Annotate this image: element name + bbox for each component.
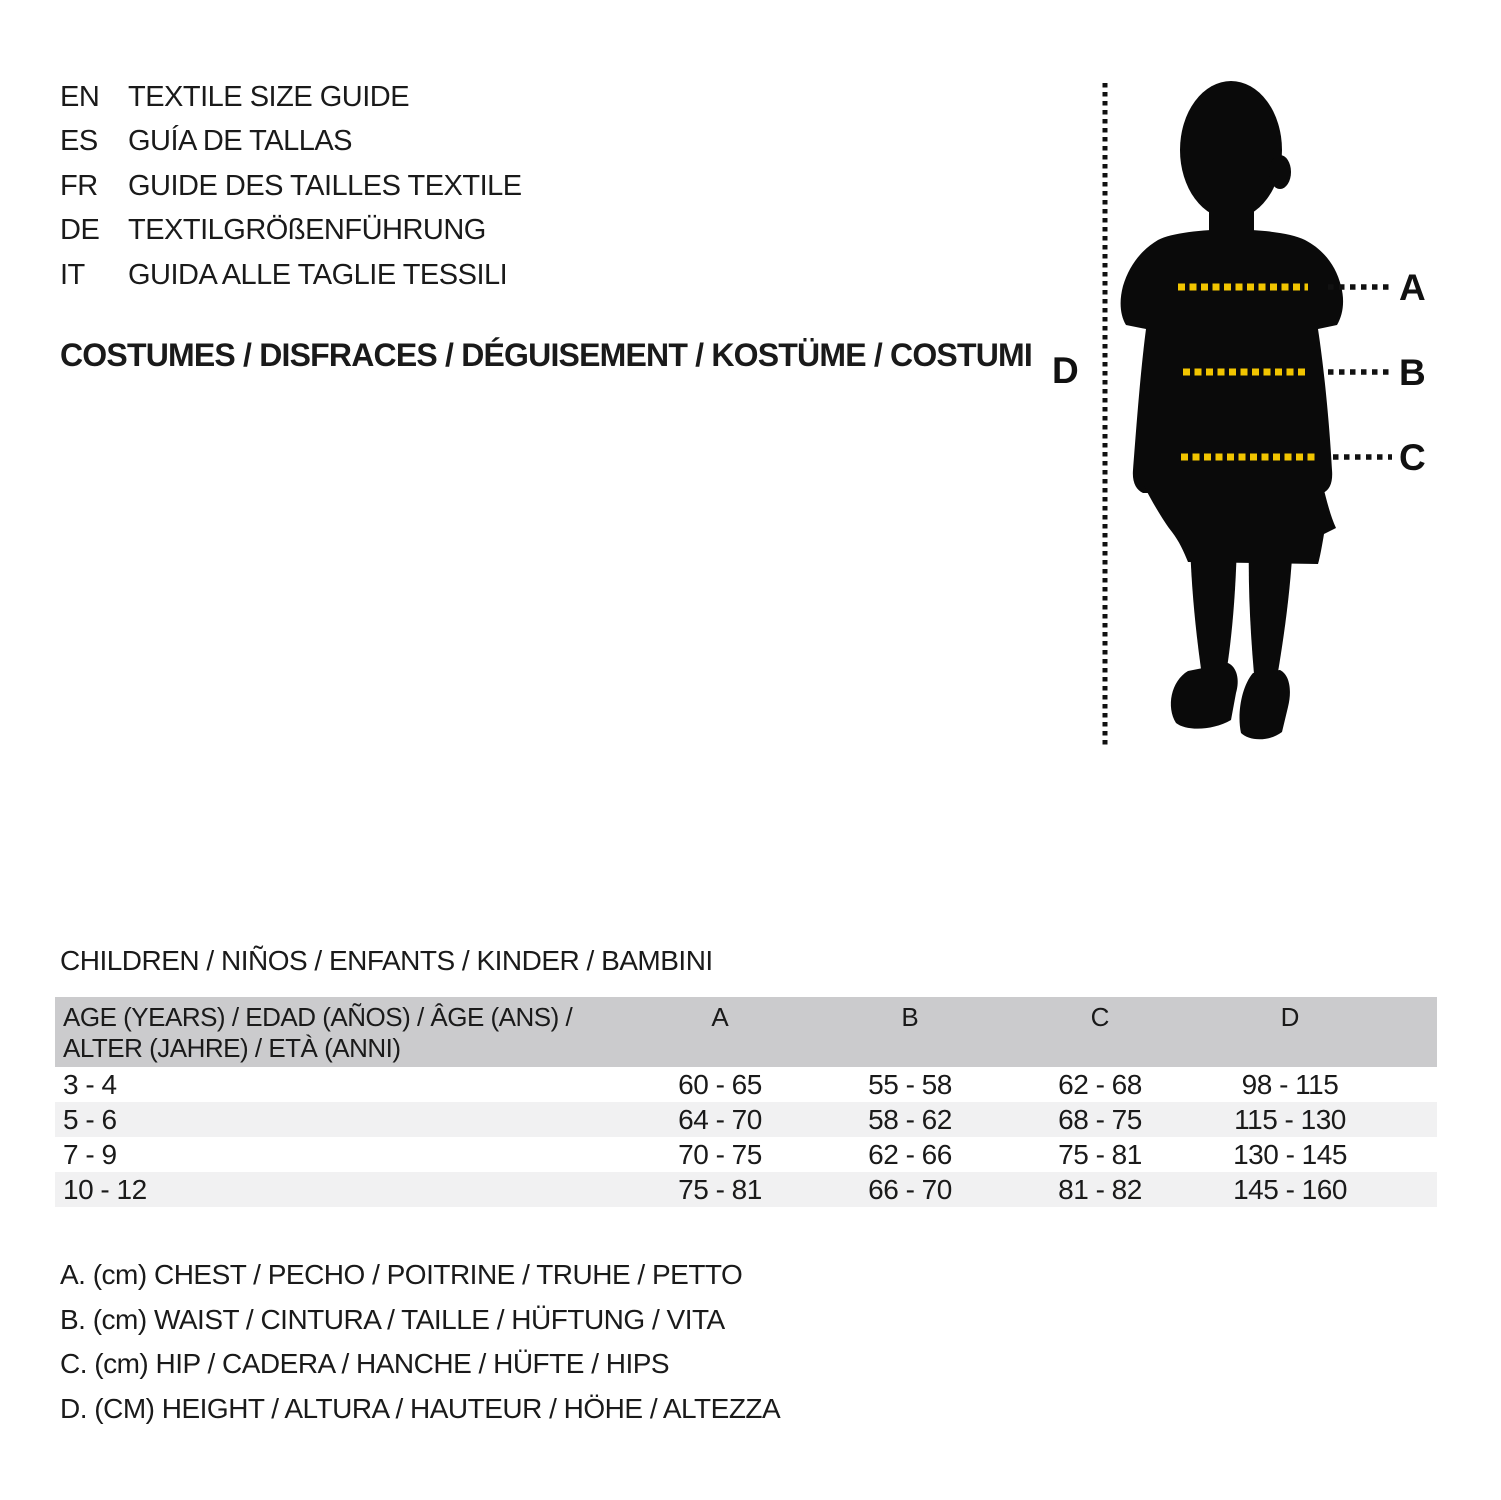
height-cell: 115 - 130 [1234, 1104, 1346, 1135]
chest-cell: 70 - 75 [678, 1139, 762, 1170]
table-row [55, 1137, 1437, 1172]
table-header-row [55, 997, 1437, 1067]
language-label: GUÍA DE TALLAS [128, 125, 353, 158]
column-header-d: D [1280, 1002, 1300, 1032]
language-label: GUIDE DES TAILLES TEXTILE [128, 169, 522, 202]
legend-waist: B. (cm) WAIST / CINTURA / TAILLE / HÜFTUNG / VITA [60, 1303, 725, 1335]
language-label: TEXTILE SIZE GUIDE [128, 81, 410, 113]
column-header-a: A [711, 1002, 729, 1032]
hip-cell: 68 - 75 [1058, 1104, 1142, 1135]
table-row [55, 1067, 1437, 1102]
language-row-es [60, 119, 522, 163]
height-cell: 98 - 115 [1241, 1069, 1339, 1100]
waist-cell: 58 - 62 [868, 1104, 952, 1135]
language-code: EN [60, 81, 100, 113]
column-header-c: C [1090, 1002, 1110, 1032]
label-b: B [1399, 352, 1426, 393]
chest-cell: 64 - 70 [678, 1104, 762, 1135]
legend-height: D. (CM) HEIGHT / ALTURA / HAUTEUR / HÖHE / ALTEZZA [60, 1392, 781, 1424]
age-header-line2: ALTER (JAHRE) / ETÀ (ANNI) [63, 1033, 401, 1063]
hip-cell: 75 - 81 [1058, 1139, 1142, 1170]
hip-cell: 62 - 68 [1058, 1069, 1142, 1100]
language-label: TEXTILGRÖßENFÜHRUNG [128, 214, 486, 247]
label-a: A [1399, 267, 1426, 308]
measurement-legend [60, 1253, 780, 1431]
height-cell: 145 - 160 [1233, 1174, 1347, 1205]
language-code: FR [60, 169, 98, 202]
age-header-line1: AGE (YEARS) / EDAD (AÑOS) / ÂGE (ANS) / [63, 1002, 573, 1032]
language-row-en [60, 75, 522, 119]
label-c: C [1399, 437, 1426, 478]
age-cell: 5 - 6 [63, 1104, 117, 1135]
language-code: IT [60, 258, 85, 291]
age-cell: 10 - 12 [63, 1174, 147, 1205]
height-cell: 130 - 145 [1233, 1139, 1347, 1170]
size-table [55, 997, 1437, 1207]
age-cell: 7 - 9 [63, 1139, 117, 1170]
hip-cell: 81 - 82 [1058, 1174, 1142, 1205]
language-code: DE [60, 214, 100, 247]
table-row [55, 1102, 1437, 1137]
language-row-fr [60, 164, 522, 208]
section-title-children: CHILDREN / NIÑOS / ENFANTS / KINDER / BAMBINI [60, 945, 713, 976]
table-row [55, 1172, 1437, 1207]
language-row-de [60, 208, 522, 252]
language-label: GUIDA ALLE TAGLIE TESSILI [128, 258, 508, 291]
column-header-b: B [901, 1002, 919, 1032]
chest-cell: 75 - 81 [678, 1174, 762, 1205]
label-d: D [1052, 350, 1079, 391]
waist-cell: 66 - 70 [868, 1174, 952, 1205]
waist-cell: 55 - 58 [868, 1069, 952, 1100]
chest-cell: 60 - 65 [678, 1069, 762, 1100]
waist-cell: 62 - 66 [868, 1139, 952, 1170]
legend-hip: C. (cm) HIP / CADERA / HANCHE / HÜFTE / HIPS [60, 1348, 670, 1379]
legend-chest: A. (cm) CHEST / PECHO / POITRINE / TRUHE / PETTO [60, 1259, 743, 1290]
age-cell: 3 - 4 [63, 1069, 117, 1100]
page-title: COSTUMES / DISFRACES / DÉGUISEMENT / KOSTÜME / COSTUMI [60, 337, 1032, 373]
language-row-it [60, 253, 522, 297]
age-column-header [55, 997, 625, 1064]
language-list [60, 75, 522, 297]
measurement-figure [1040, 70, 1480, 770]
child-silhouette [1121, 81, 1343, 739]
language-code: ES [60, 125, 98, 158]
